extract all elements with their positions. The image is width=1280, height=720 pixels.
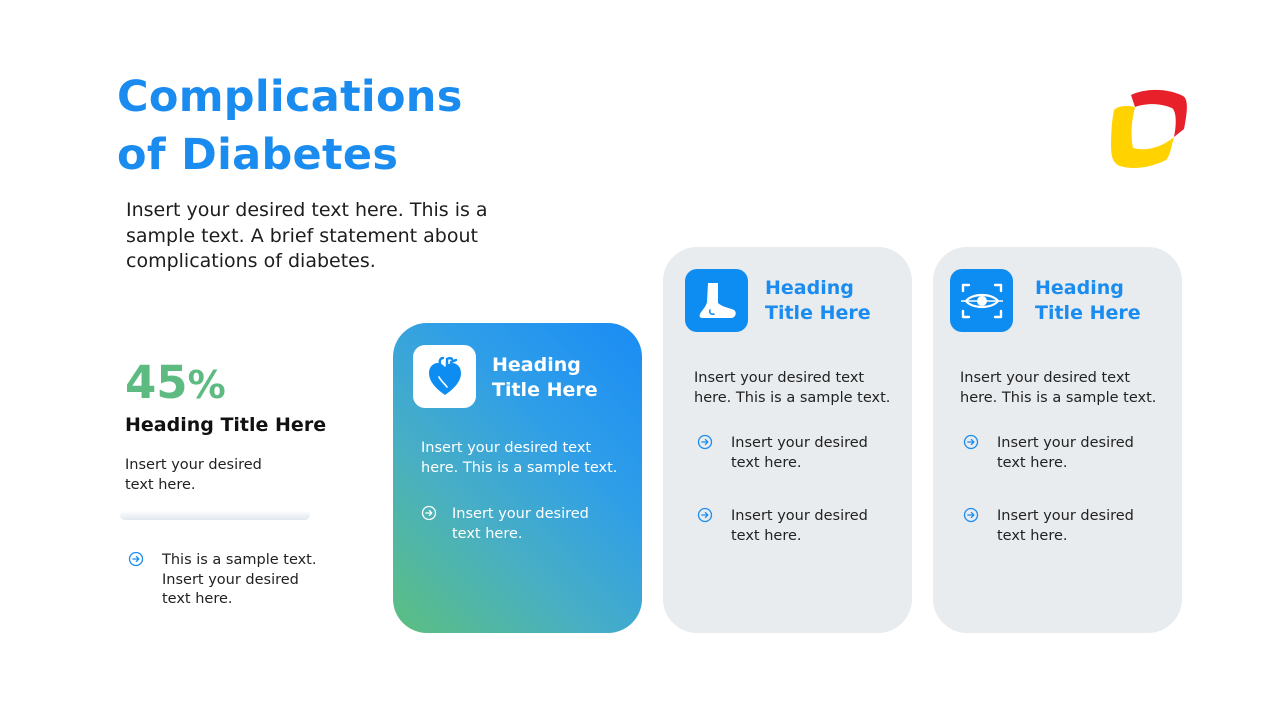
stat-divider	[120, 510, 310, 520]
arrow-circle-right-icon	[963, 507, 979, 523]
card-eye-bullet-1-line-1: Insert your desired	[997, 435, 1134, 451]
card-heart-title-line-2: Title Here	[492, 379, 598, 401]
slide-title-line-2: of Diabetes	[117, 130, 399, 180]
stat-bullet-text	[162, 551, 316, 610]
card-heart-bullet	[421, 505, 589, 544]
foot-icon-box	[685, 269, 748, 332]
eye-scan-icon	[960, 281, 1004, 321]
intro-line-1: Insert your desired text here. This is a	[126, 199, 488, 221]
stat-bullet	[128, 551, 316, 610]
card-foot-bullet-1-line-2: text here.	[731, 454, 802, 471]
card-foot-title	[765, 276, 871, 326]
stat-description	[125, 456, 262, 495]
arrow-circle-right-icon	[697, 507, 713, 523]
card-heart-bullet-text	[452, 505, 589, 544]
stat-heading: Heading Title Here	[125, 414, 327, 436]
card-eye-title-line-2: Title Here	[1035, 302, 1141, 324]
arrow-circle-right-icon	[697, 434, 713, 450]
card-foot-bullet-1	[697, 434, 868, 473]
stat-text-line-1: Insert your desired	[125, 457, 262, 473]
intro-text	[126, 198, 506, 275]
stat-percentage	[125, 356, 226, 412]
card-heart-bullet-line-2: text here.	[452, 525, 523, 542]
heart-icon	[427, 357, 463, 397]
card-heart-title	[492, 353, 598, 403]
card-heart-text-line-2: here. This is a sample text.	[421, 459, 618, 476]
card-heart-text-line-1: Insert your desired text	[421, 440, 592, 456]
arrow-circle-right-icon	[963, 434, 979, 450]
card-foot-bullet-2-line-1: Insert your desired	[731, 508, 868, 524]
card-foot-title-line-1: Heading	[765, 277, 854, 299]
card-eye-text	[960, 369, 1156, 408]
brand-logo-icon	[1108, 84, 1190, 172]
intro-line-2: sample text. A brief statement about	[126, 224, 478, 247]
card-heart-bullet-line-1: Insert your desired	[452, 506, 589, 522]
card-heart-title-line-1: Heading	[492, 354, 581, 376]
arrow-circle-right-icon	[128, 551, 144, 567]
card-eye-title	[1035, 276, 1141, 326]
card-eye-bullet-2	[963, 507, 1134, 546]
stat-bullet-line-2: Insert your desired	[162, 571, 299, 588]
card-foot-text-line-2: here. This is a sample text.	[694, 389, 891, 406]
card-eye-bullet-2-text	[997, 507, 1134, 546]
heart-icon-box	[413, 345, 476, 408]
card-foot-text	[694, 369, 890, 408]
card-foot-bullet-2	[697, 507, 868, 546]
card-eye	[933, 247, 1182, 633]
card-eye-text-line-1: Insert your desired text	[960, 370, 1131, 386]
card-foot-bullet-1-text	[731, 434, 868, 473]
card-eye-text-line-2: here. This is a sample text.	[960, 389, 1157, 406]
card-eye-bullet-1	[963, 434, 1134, 473]
card-foot	[663, 247, 912, 633]
card-eye-title-line-1: Heading	[1035, 277, 1124, 299]
stat-number: 45	[125, 356, 188, 409]
stat-bullet-line-1: This is a sample text.	[162, 552, 317, 568]
card-eye-bullet-2-line-1: Insert your desired	[997, 508, 1134, 524]
card-heart	[393, 323, 642, 633]
card-foot-bullet-2-line-2: text here.	[731, 527, 802, 544]
slide-title-line-1: Complications	[117, 72, 463, 122]
foot-icon	[696, 281, 738, 321]
card-eye-bullet-1-line-2: text here.	[997, 454, 1068, 471]
card-heart-text	[421, 439, 617, 478]
card-eye-bullet-2-line-2: text here.	[997, 527, 1068, 544]
intro-line-3: complications of diabetes.	[126, 250, 376, 272]
stat-text-line-2: text here.	[125, 476, 196, 493]
stat-bullet-line-3: text here.	[162, 591, 233, 607]
card-eye-bullet-1-text	[997, 434, 1134, 473]
card-foot-text-line-1: Insert your desired text	[694, 370, 865, 386]
card-foot-title-line-2: Title Here	[765, 302, 871, 324]
stat-unit: %	[187, 363, 226, 407]
slide-title	[117, 68, 463, 184]
arrow-circle-right-icon	[421, 505, 437, 521]
eye-scan-icon-box	[950, 269, 1013, 332]
card-foot-bullet-1-line-1: Insert your desired	[731, 435, 868, 451]
card-foot-bullet-2-text	[731, 507, 868, 546]
